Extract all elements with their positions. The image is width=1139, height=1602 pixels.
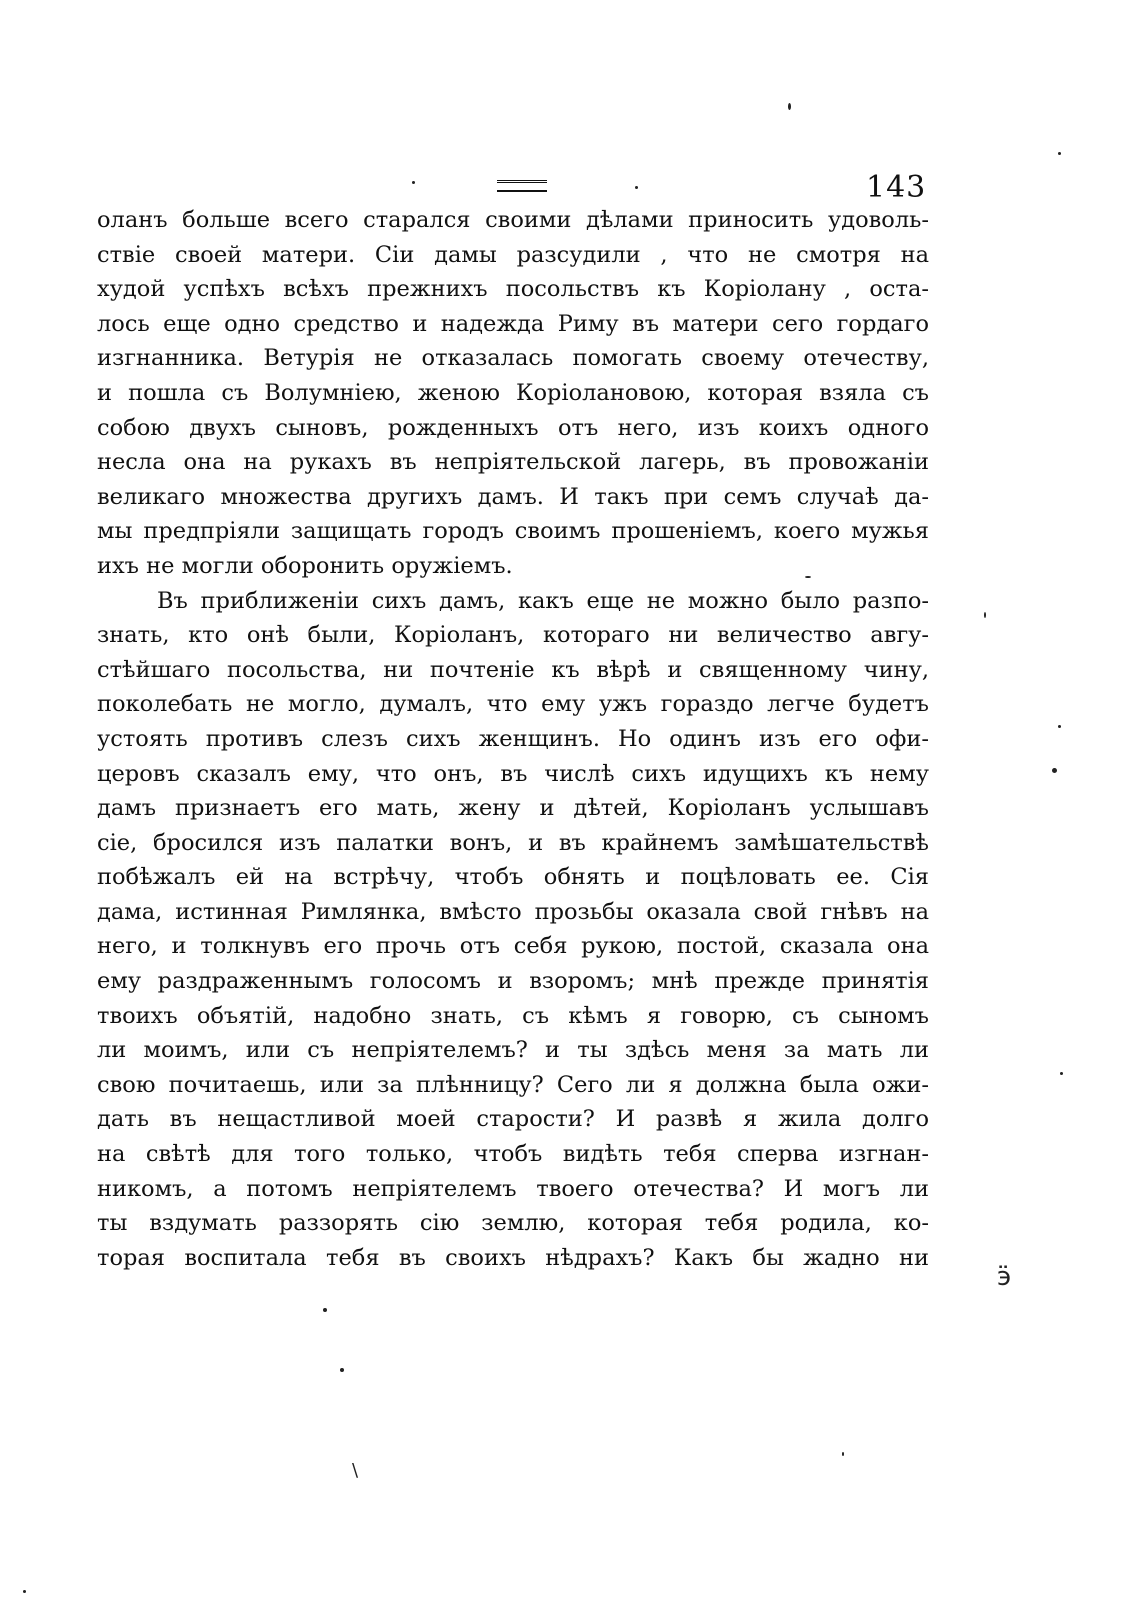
scan-speck [1060,1072,1063,1075]
scan-speck [635,186,638,189]
text-line: устоять противъ слезъ сихъ женщинъ. Но одинъ изъ его офи- [97,725,929,752]
text-line: несла она на рукахъ въ непріятельской лагерь, въ провожаніи [97,449,929,476]
text-line: Въ приближеніи сихъ дамъ, какъ еще не можно было разпо- [157,587,929,614]
scan-speck [788,103,791,110]
text-line: ты вздумать раззорять сію землю, которая тебя родила, ко- [97,1210,929,1237]
text-line: дамъ признаетъ его мать, жену и дѣтей, Коріоланъ услышавъ [97,795,929,822]
text-line: собою двухъ сыновъ, рожденныхъ отъ него, изъ коихъ одного [97,414,929,441]
text-line: дать въ нещастливой моей старости? И развѣ я жила долго [97,1106,929,1133]
text-line: великаго множества другихъ дамъ. И такъ при семъ случаѣ да- [97,483,929,510]
text-line: побѣжалъ ей на встрѣчу, чтобъ обнять и поцѣловать ее. Сія [97,864,929,891]
text-line: худой успѣхъ всѣхъ прежнихъ посольствъ къ Коріолану , оста- [97,276,929,303]
scan-speck [842,1452,844,1456]
text-line: оланъ больше всего старался своими дѣлами приносить удоволь- [97,207,929,233]
text-line: мы предпріяли защищать городъ своимъ прошеніемъ, коего мужья [97,518,929,545]
text-line: дама, истинная Римлянка, вмѣсто прозьбы оказала свой гнѣвъ на [97,898,929,925]
header-ornament-rule [497,180,547,192]
scan-speck [1058,152,1061,155]
scan-speck [340,1368,344,1372]
text-line: никомъ, а потомъ непріятелемъ твоего отечества? И могъ ли [97,1175,929,1202]
text-line: него, и толкнувъ его прочь отъ себя рукою, постой, сказала она [97,933,929,960]
scan-speck [1058,725,1061,728]
text-line: изгнанника. Ветурія не отказалась помогать своему отечеству, [97,345,929,372]
scan-speck [984,612,986,618]
scan-speck [412,181,415,184]
text-line: ли моимъ, или съ непріятелемъ? и ты здѣсь меня за мать ли [97,1037,929,1064]
scan-speck [1052,768,1057,773]
text-line: стѣйшаго посольства, ни почтеніе къ вѣрѣ и священному чину, [97,656,929,683]
text-line: ихъ не могли оборонить оружіемъ. [97,552,513,579]
text-line: на свѣтѣ для того только, чтобъ видѣть тебя сперва изгнан- [97,1141,929,1168]
text-line: торая воспитала тебя въ своихъ нѣдрахъ? Какъ бы жадно ни [97,1244,929,1271]
text-line: церовъ сказалъ ему, что онъ, въ числѣ сихъ идущихъ къ нему [97,760,929,787]
text-line: твоихъ объятій, надобно знать, съ кѣмъ я говорю, съ сыномъ [97,1002,929,1029]
paragraph-2 [97,584,929,1276]
margin-mark: ӭ [997,1262,1012,1292]
scan-speck [323,1308,327,1312]
body-text [97,203,929,1275]
text-line: свою почитаешь, или за плѣнницу? Сего ли я должна была ожи- [97,1071,929,1098]
text-line: ствіе своей матери. Сіи дамы разсудили , что не смотря на [97,241,929,268]
text-line: и пошла съ Волумніею, женою Коріолановою, которая взяла съ [97,379,929,406]
text-line: знать, кто онѣ были, Коріоланъ, котораго ни величество авгу- [97,622,929,649]
scan-speck [23,1590,26,1593]
text-line: поколебать не могло, думалъ, что ему ужъ гораздо легче будетъ [97,691,929,718]
scan-speck [805,576,811,578]
scan-mark: \ [352,1460,359,1481]
text-line: сіе, бросился изъ палатки вонъ, и въ крайнемъ замѣшательствѣ [97,829,929,856]
text-line: лось еще одно средство и надежда Риму въ матери сего гордаго [97,310,929,337]
page-number: 143 [866,170,927,205]
text-line: ему раздраженнымъ голосомъ и взоромъ; мнѣ прежде принятія [97,968,929,995]
paragraph-1 [97,203,929,584]
